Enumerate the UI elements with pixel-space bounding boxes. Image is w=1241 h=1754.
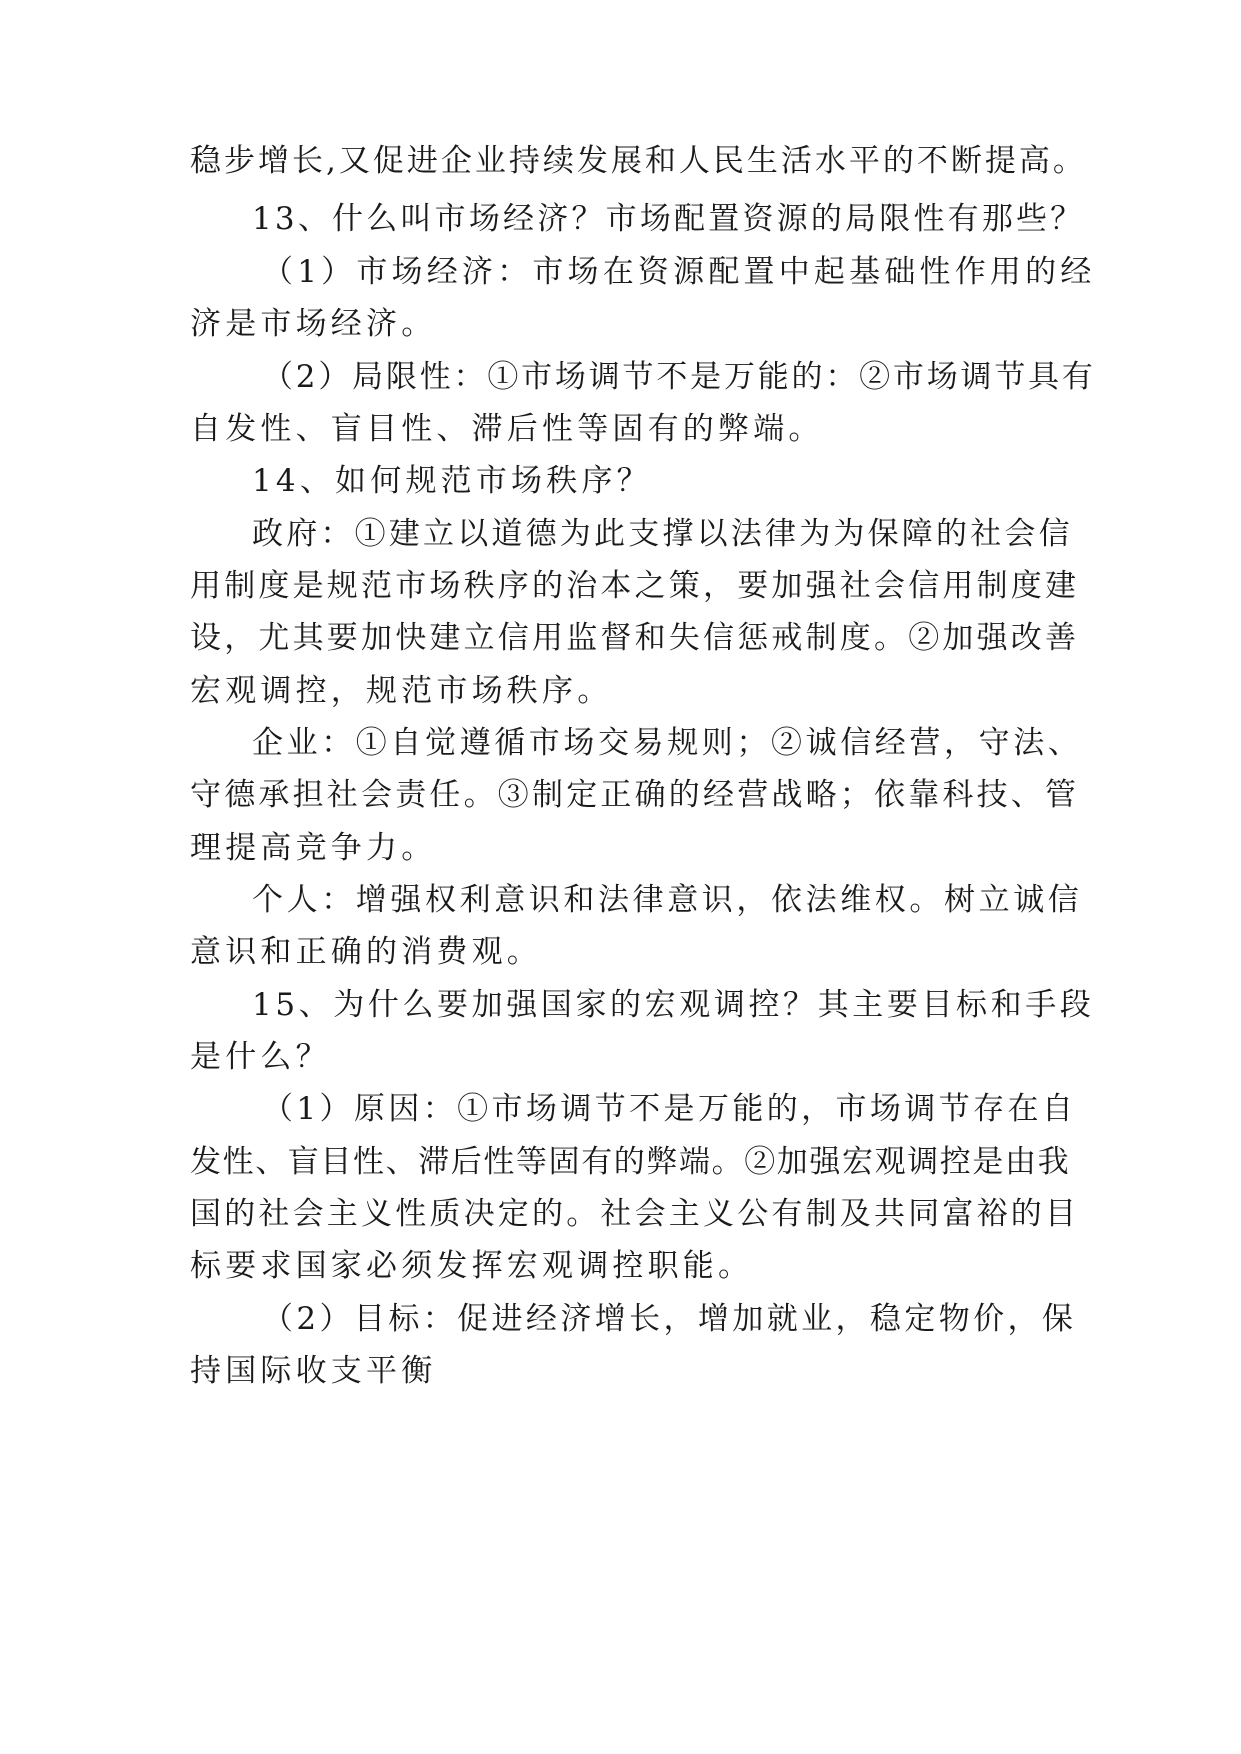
question-14-heading: 14、如何规范市场秩序？ bbox=[252, 463, 652, 499]
answer-14-individual-line-2: 意识和正确的消费观。 bbox=[190, 934, 542, 970]
answer-14-government-line-3: 设，尤其要加快建立信用监督和失信惩戒制度。②加强改善 bbox=[190, 620, 1080, 656]
question-15-heading-line-1: 15、为什么要加强国家的宏观调控？其主要目标和手段 bbox=[252, 987, 1095, 1023]
answer-15-1-line-4: 标要求国家必须发挥宏观调控职能。 bbox=[190, 1248, 754, 1284]
answer-14-individual-line-1: 个人：增强权利意识和法律意识，依法维权。树立诚信 bbox=[252, 882, 1083, 918]
answer-15-2-line-1: （2）目标：促进经济增长，增加就业，稳定物价，保 bbox=[262, 1301, 1077, 1337]
answer-14-government-line-4: 宏观调控，规范市场秩序。 bbox=[190, 673, 613, 709]
answer-14-enterprise-line-2: 守德承担社会责任。③制定正确的经营战略；依靠科技、管 bbox=[190, 777, 1080, 813]
answer-13-2-line-1: （2）局限性：①市场调节不是万能的：②市场调节具有 bbox=[262, 359, 1096, 395]
answer-13-1-line-2: 济是市场经济。 bbox=[190, 306, 437, 342]
question-15-heading-line-2: 是什么？ bbox=[190, 1039, 331, 1075]
answer-14-enterprise-line-3: 理提高竞争力。 bbox=[190, 830, 437, 866]
answer-14-enterprise-line-1: 企业：①自觉遵循市场交易规则；②诚信经营，守法、 bbox=[252, 725, 1083, 761]
text-line-1: 稳步增长,又促进企业持续发展和人民生活水平的不断提高。 bbox=[190, 143, 1087, 179]
answer-15-2-line-2: 持国际收支平衡 bbox=[190, 1353, 437, 1389]
answer-15-1-line-2: 发性、盲目性、滞后性等固有的弊端。②加强宏观调控是由我 bbox=[190, 1144, 1071, 1180]
answer-15-1-line-1: （1）原因：①市场调节不是万能的，市场调节存在自 bbox=[262, 1091, 1077, 1127]
answer-14-government-line-1: 政府：①建立以道德为此支撑以法律为为保障的社会信 bbox=[252, 516, 1073, 552]
question-13-heading: 13、什么叫市场经济？市场配置资源的局限性有那些？ bbox=[252, 201, 1085, 237]
answer-13-1-line-1: （1）市场经济：市场在资源配置中起基础性作用的经 bbox=[262, 254, 1096, 290]
answer-14-government-line-2: 用制度是规范市场秩序的治本之策，要加强社会信用制度建 bbox=[190, 568, 1080, 604]
answer-13-2-line-2: 自发性、盲目性、滞后性等固有的弊端。 bbox=[190, 411, 824, 447]
answer-15-1-line-3: 国的社会主义性质决定的。社会主义公有制及共同富裕的目 bbox=[190, 1196, 1080, 1232]
